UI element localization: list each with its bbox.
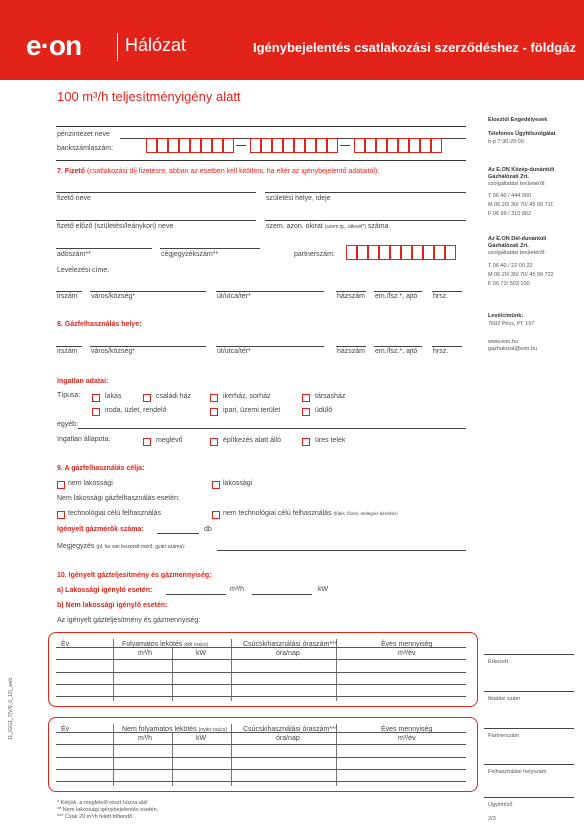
page-number: 2/3 (488, 816, 496, 822)
tax-field[interactable] (56, 248, 152, 249)
property-type-label: lakás (105, 393, 122, 400)
account-dash (340, 145, 350, 146)
table-unit-hours: óra/nap (276, 650, 300, 657)
res-label: lakossági (223, 480, 253, 487)
co1-mobile: M 06 20/ 30/ 70/ 45 99 711 (488, 202, 554, 208)
rule (56, 160, 466, 161)
res-m3h-field[interactable] (166, 594, 226, 595)
brand-subtitle: Hálózat (125, 35, 187, 55)
capacity-heading: 10. Igényelt gázteljesítmény és gázmennyiség: (57, 572, 212, 579)
table-col-divider (172, 733, 173, 786)
account-digit-box[interactable] (316, 138, 327, 153)
partner-digit-box[interactable] (346, 245, 357, 260)
payer-address-house-label: házszám (337, 293, 366, 300)
partner-digit-box[interactable] (368, 245, 379, 260)
account-digit-box[interactable] (261, 138, 272, 153)
account-digit-box[interactable] (365, 138, 376, 153)
footnote-1: * Kérjük, a megfelelő részt húzza alá! (57, 800, 148, 806)
account-digit-box[interactable] (250, 138, 261, 153)
account-digit-box[interactable] (354, 138, 365, 153)
table-row-line[interactable] (56, 757, 466, 758)
payer-name-label: fizető neve (57, 195, 91, 202)
table-row-line[interactable] (56, 781, 466, 782)
res-kw-field[interactable] (252, 594, 312, 595)
table-row-line[interactable] (56, 672, 466, 673)
license-label: Elosztói Engedélyesek (488, 117, 548, 123)
account-digit-box[interactable] (157, 138, 168, 153)
company-field[interactable] (160, 248, 260, 249)
property-type-checkbox[interactable] (210, 408, 218, 416)
payer-address-hrsz-label: hrsz. (433, 293, 449, 300)
account-digit-box[interactable] (201, 138, 212, 153)
form-subtitle: 100 m³/h teljesítményigény alatt (57, 89, 241, 104)
account-digit-box[interactable] (223, 138, 234, 153)
footnote-3: *** Csak 20 m³/h felett töltendő. (57, 814, 134, 820)
email[interactable]: gazhalozat@eon.hu (488, 346, 538, 352)
mail-address: 7602 Pécs, Pf. 197 (488, 321, 535, 327)
usage-address-zip-field[interactable] (56, 346, 82, 347)
non-res-checkbox[interactable] (57, 481, 65, 489)
partner-digit-box[interactable] (412, 245, 423, 260)
non-res-label: nem lakossági (68, 480, 113, 487)
phone-label: Telefonos Ügyfélszolgálat (488, 131, 556, 137)
payer-address-zip-field[interactable] (56, 291, 82, 292)
table-row-line[interactable] (56, 684, 466, 685)
tech-checkbox[interactable] (57, 511, 65, 519)
reg-no-label: Iktatási szám (488, 696, 521, 702)
usage-place-heading: 8. Gázfelhasználás helye: (57, 321, 142, 328)
property-type-label: társasház (315, 393, 346, 400)
birth-label: születési helye, ideje (266, 195, 331, 202)
table-col-divider (172, 648, 173, 701)
account-digit-box[interactable] (283, 138, 294, 153)
meters-unit: db (204, 526, 212, 533)
id-doc-label: szem. azon. okirat (szem.ig., útlevél*) száma (266, 223, 389, 230)
table-unit-kw: kW (196, 650, 207, 657)
property-type-label: üdülő (315, 407, 333, 414)
property-state-label: építkezés alatt álló (223, 437, 281, 444)
table-col-divider (113, 724, 114, 786)
account-digit-box[interactable] (305, 138, 316, 153)
account-digit-box[interactable] (376, 138, 387, 153)
table-col-divider (231, 639, 232, 701)
place-id-label: Felhasználási helyszám (488, 769, 547, 775)
account-dash (236, 145, 246, 146)
property-type-checkbox[interactable] (92, 394, 100, 402)
purpose-heading: 9. A gázfelhasználás célja: (57, 465, 145, 472)
account-digit-box[interactable] (168, 138, 179, 153)
property-state-label: Ingatlan állapota: (57, 436, 111, 443)
table-capacity-header: Folyamatos lekötés (téli csúcs) (122, 641, 209, 648)
property-type-label: ipari, üzemi terület (223, 407, 281, 414)
res-checkbox[interactable] (212, 481, 220, 489)
property-type-label: Típusa: (57, 392, 81, 399)
partner-no-field[interactable] (484, 728, 574, 729)
usage-address-house-field[interactable] (336, 346, 366, 347)
co2-phone: T 06 40 / 22 00 22 (488, 263, 533, 269)
property-type-label: iroda, üzlet, rendelő (105, 407, 167, 414)
co2-mobile: M 06 20/ 30/ 70/ 45 99 722 (488, 272, 554, 278)
table-capacity-header: Nem folyamatos lekötés (nyári csúcs) (122, 726, 227, 733)
co1-name-b: Gázhálózati Zrt. (488, 174, 529, 180)
account-digit-box[interactable] (190, 138, 201, 153)
table-col-divider (336, 639, 337, 701)
other-field[interactable] (78, 428, 466, 429)
remark-field[interactable] (217, 550, 466, 551)
tax-label: adószám** (57, 251, 91, 258)
nonres-capacity-sub: Az igényelt gázteljesítmény és gázmennyiség: (57, 617, 201, 624)
payer-address-house-field[interactable] (336, 291, 366, 292)
partner-digit-box[interactable] (401, 245, 412, 260)
bank-acct-label: bankszámlaszám: (57, 145, 114, 152)
partner-digit-box[interactable] (445, 245, 456, 260)
nontech-checkbox[interactable] (212, 511, 220, 519)
table-unit-m3h: m³/h (138, 735, 152, 742)
meters-label: Igényelt gázmérők száma: (57, 526, 144, 533)
top-rule (56, 126, 466, 127)
other-label: egyéb: (57, 421, 79, 428)
table-unit-m3yr: m³/év (398, 650, 416, 657)
property-type-label: ikerház, sorház (223, 393, 271, 400)
company-label: cégjegyzékszám** (161, 251, 219, 258)
nonres-capacity-label: b) Nem lakossági igénylő esetén: (57, 602, 168, 609)
co2-name-b: Gázhálózati Zrt. (488, 243, 529, 249)
table-col-divider (231, 724, 232, 786)
co1-phone: T 06 40 / 444 000 (488, 193, 532, 199)
place-id-field[interactable] (484, 764, 574, 765)
table-unit-hours: óra/nap (276, 735, 300, 742)
table-unit-kw: kW (196, 735, 207, 742)
usage-address-floor-label: em./fsz.*, ajtó (375, 348, 418, 355)
co2-area: szolgáltatási területéről: (488, 250, 546, 256)
account-digit-box[interactable] (420, 138, 431, 153)
mail-label: Levélcímünk: (488, 313, 524, 319)
nontech-label: nem technológiai célú felhasználás (fűtés, főzés, melegvíz készítés) (223, 510, 398, 517)
account-digit-box[interactable] (212, 138, 223, 153)
table-peak-header: Csúcskihasználási óraszám*** (243, 726, 338, 733)
table-unit-m3h: m³/h (138, 650, 152, 657)
payer-address-floor-label: em./fsz.*, ajtó (375, 293, 418, 300)
partner-digit-box[interactable] (434, 245, 445, 260)
footnote-2: ** Nem lakossági igénybejelentés esetén. (57, 807, 159, 813)
remark-label: Megjegyzés (pl. ha van leszerelt mérő, gyári száma): (57, 543, 186, 550)
partner-digit-box[interactable] (423, 245, 434, 260)
meters-field[interactable] (157, 533, 199, 534)
usage-address-city-field[interactable] (90, 346, 206, 347)
co1-area: szolgáltatási területéről: (488, 181, 546, 187)
property-type-checkbox[interactable] (302, 408, 310, 416)
property-type-checkbox[interactable] (210, 394, 218, 402)
table-row-line[interactable] (56, 769, 466, 770)
usage-address-hrsz-label: hrsz. (433, 348, 449, 355)
account-digit-box[interactable] (387, 138, 398, 153)
account-digit-box[interactable] (179, 138, 190, 153)
form-title: Igénybejelentés csatlakozási szerződéshez - földgáz (253, 40, 576, 55)
received-label: Érkezett (488, 659, 509, 665)
usage-address-zip-label: irszám (57, 348, 78, 355)
table-col-divider (113, 639, 114, 701)
payer-address-street-field[interactable] (216, 291, 324, 292)
property-type-checkbox[interactable] (143, 394, 151, 402)
account-digit-box[interactable] (409, 138, 420, 153)
reg-no-field[interactable] (484, 691, 574, 692)
mail-addr-label: Levelezési címe: (57, 267, 110, 274)
table-annual-header: Éves mennyiség (381, 726, 433, 733)
partner-no-label: Partnerszám (488, 733, 520, 739)
partner-digit-box[interactable] (379, 245, 390, 260)
co1-name-a: Az E.ON Közép-dunántúli (488, 167, 555, 173)
usage-address-city-label: város/község* (91, 348, 135, 355)
account-digit-box[interactable] (327, 138, 338, 153)
prev-name-field[interactable] (56, 220, 256, 221)
eon-logo: e·on (26, 30, 82, 61)
property-heading: Ingatlan adatai: (57, 378, 109, 385)
res-capacity-label: a) Lakossági igénylő esetén: (57, 587, 153, 594)
table-header-line (56, 744, 466, 745)
partner-digit-box[interactable] (390, 245, 401, 260)
payer-address-city-label: város/község* (91, 293, 135, 300)
property-type-checkbox[interactable] (302, 394, 310, 402)
website[interactable]: www.eon.hu (488, 339, 518, 345)
logo-divider (117, 33, 118, 61)
admin-field[interactable] (484, 797, 574, 798)
account-digit-box[interactable] (398, 138, 409, 153)
table-header-line (56, 659, 466, 660)
account-digit-box[interactable] (294, 138, 305, 153)
res-m3h-unit: m³/h (230, 586, 244, 593)
property-state-checkbox[interactable] (302, 438, 310, 446)
vertical-code: 11_IGG1_7(V/9_0_12)_web (8, 677, 14, 740)
received-field[interactable] (484, 654, 574, 655)
table-row-line[interactable] (56, 696, 466, 697)
usage-address-floor-field[interactable] (374, 346, 422, 347)
table-year-header: Év (61, 726, 70, 733)
payer-address-street-label: út/utca/tér* (217, 293, 251, 300)
table-year-header: Év (61, 641, 70, 648)
birth-field[interactable] (265, 192, 466, 193)
id-doc-field[interactable] (265, 220, 466, 221)
table-annual-header: Éves mennyiség (381, 641, 433, 648)
payer-address-hrsz-field[interactable] (432, 291, 462, 292)
property-type-checkbox[interactable] (92, 408, 100, 416)
table-unit-m3yr: m³/év (398, 735, 416, 742)
usage-address-house-label: házszám (337, 348, 366, 355)
property-state-label: meglévő (156, 437, 183, 444)
property-state-checkbox[interactable] (210, 438, 218, 446)
payer-address-floor-field[interactable] (374, 291, 422, 292)
bank-inst-label: pénzintézet neve (57, 131, 110, 138)
property-type-label: családi ház (156, 393, 192, 400)
payer-address-zip-label: irszám (57, 293, 78, 300)
payer-address-city-field[interactable] (90, 291, 206, 292)
usage-address-street-field[interactable] (216, 346, 324, 347)
partner-digit-box[interactable] (357, 245, 368, 260)
co1-fax: F 06 99 / 310 802 (488, 211, 532, 217)
prev-name-label: fizető előző (születési/leánykori) neve (57, 223, 174, 230)
usage-address-hrsz-field[interactable] (432, 346, 462, 347)
payer-heading: 7. Fizető (csatlakozási díj fizetésre, abban az esetben kell kitölteni, ha eltér az igénybejelentő adataitól): (57, 168, 380, 175)
admin-label: Ügyintéző (488, 802, 513, 808)
usage-address-street-label: út/utca/tér* (217, 348, 251, 355)
table-col-divider (336, 724, 337, 786)
property-state-label: üres telek (315, 437, 346, 444)
co2-name-a: Az E.ON Dél-dunántúli (488, 236, 547, 242)
res-kw-unit: kW (318, 586, 329, 593)
account-digit-box[interactable] (431, 138, 442, 153)
account-digit-box[interactable] (272, 138, 283, 153)
account-digit-box[interactable] (146, 138, 157, 153)
tech-label: technológiai célú felhasználás (68, 510, 162, 517)
payer-name-field[interactable] (56, 192, 256, 193)
co2-fax: F 06 72/ 503 100 (488, 281, 530, 287)
partner-label: partnerszám: (294, 251, 335, 258)
table-peak-header: Csúcskihasználási óraszám*** (243, 641, 338, 648)
case-label: Nem lakossági gázfelhasználás esetén: (57, 495, 180, 502)
phone-hours: h-p 7:30-20:00 (488, 139, 524, 145)
property-state-checkbox[interactable] (143, 438, 151, 446)
